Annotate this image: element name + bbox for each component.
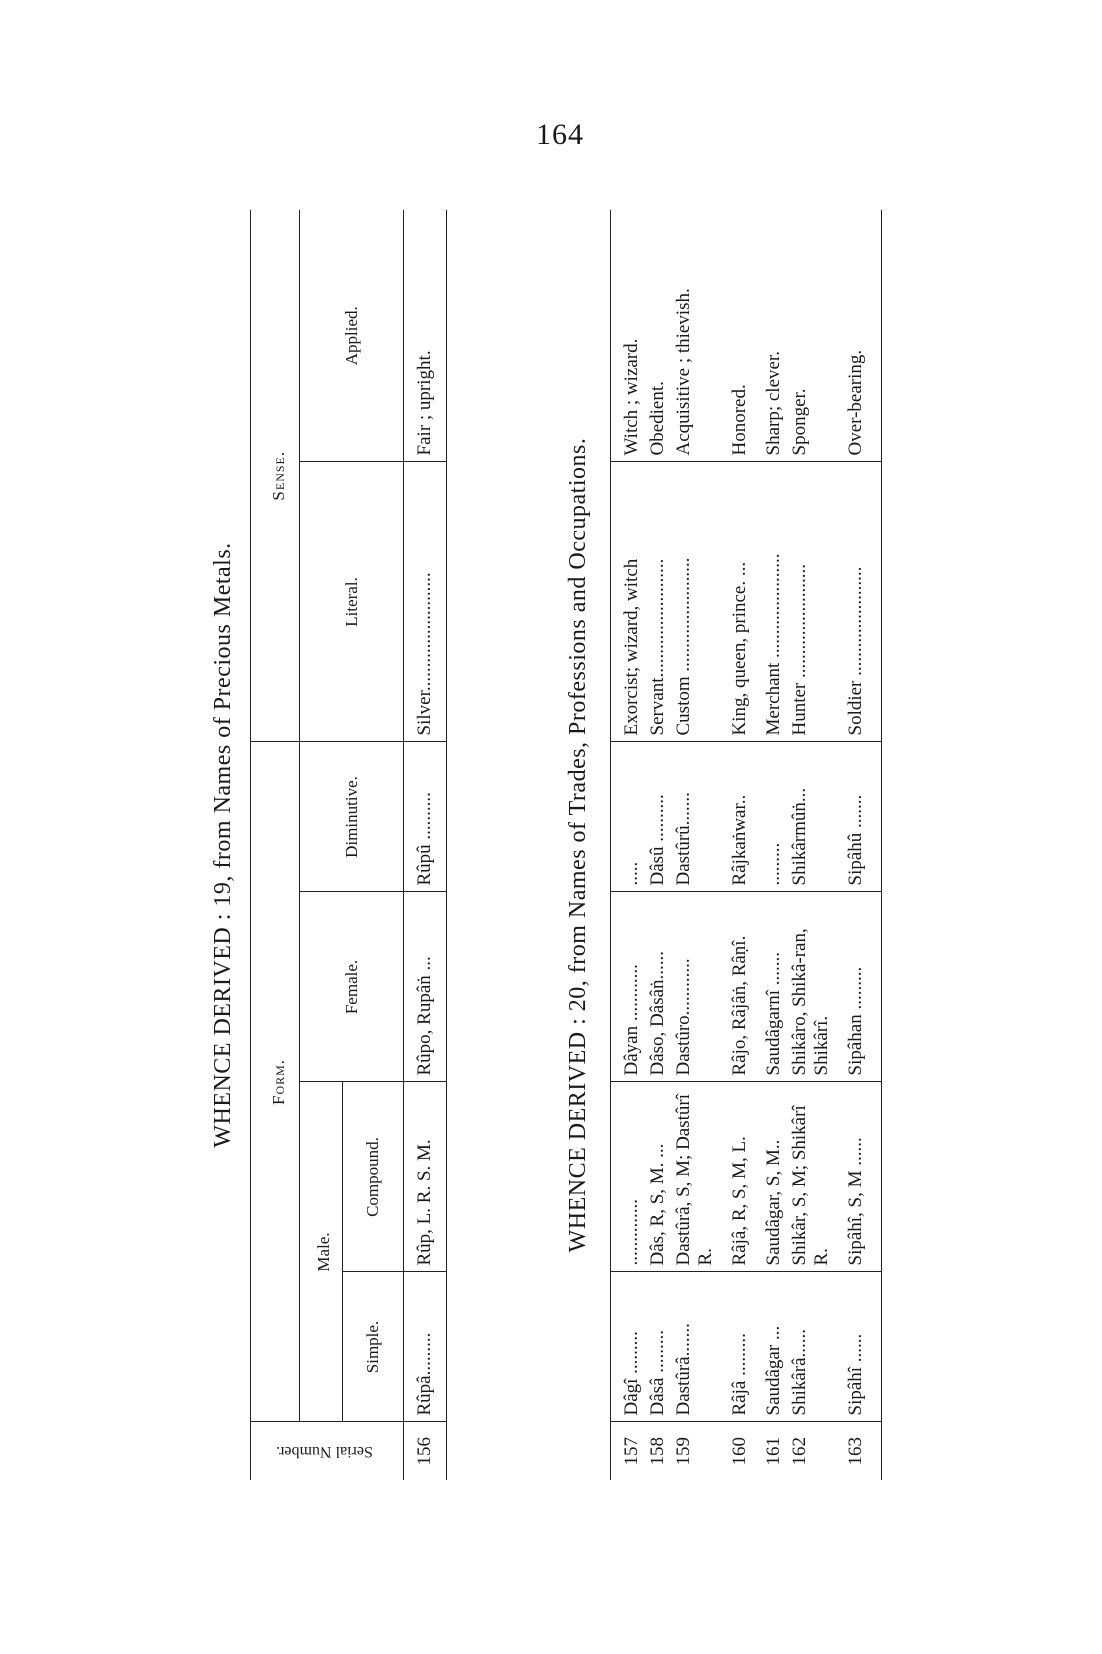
diminutive-cell: Râjkaṅwar.. xyxy=(719,742,753,892)
compound-cell: Râjâ, R, S, M, L. xyxy=(719,1082,753,1272)
form-header: Form. xyxy=(251,742,300,1422)
simple-cell: Saudâgar ... xyxy=(753,1272,787,1422)
female-cell: Dastûro............ xyxy=(671,892,719,1082)
literal-cell: Soldier ....................... xyxy=(835,462,882,742)
diminutive-header: Diminutive. xyxy=(300,742,404,892)
female-cell: Shikâro, Shikâ-ran, Shikârî. xyxy=(787,892,835,1082)
rotated-page-content xyxy=(200,210,960,1480)
diminutive-cell: ..... xyxy=(611,742,646,892)
diminutive-cell: Dastûrû....... xyxy=(671,742,719,892)
female-cell: Sipâhan ......... xyxy=(835,892,882,1082)
compound-cell: .............. xyxy=(611,1082,646,1272)
female-header: Female. xyxy=(300,892,404,1082)
serial-cell: 160 xyxy=(729,1437,750,1466)
serial-number-header: Serial Number. xyxy=(251,1422,404,1480)
female-cell: Saudâgarnî ....... xyxy=(753,892,787,1082)
male-header: Male. xyxy=(300,1082,343,1422)
simple-cell: Râjâ ......... xyxy=(719,1272,753,1422)
table-row xyxy=(404,210,447,1480)
simple-cell: Dâgî ......... xyxy=(611,1272,646,1422)
diminutive-cell: Rûpû .......... xyxy=(404,742,447,892)
table-row xyxy=(835,210,882,1480)
applied-cell: Acquisitive ; thievish. xyxy=(671,210,719,462)
literal-cell: Servant......................... xyxy=(645,462,671,742)
applied-cell: Fair ; upright. xyxy=(404,210,447,462)
literal-cell: King, queen, prince. ... xyxy=(719,462,753,742)
literal-cell: Hunter ........................ xyxy=(787,462,835,742)
simple-cell: Shikârâ...... xyxy=(787,1272,835,1422)
female-cell: Dâyan ............ xyxy=(611,892,646,1082)
diminutive-cell: ......... xyxy=(753,742,787,892)
compound-cell: Dastûrâ, S, M; Dastûrî R. xyxy=(671,1082,719,1272)
compound-cell: Dâs, R, S, M. ... xyxy=(645,1082,671,1272)
compound-cell: Rûp, L. R. S. M. xyxy=(404,1082,447,1272)
literal-header: Literal. xyxy=(300,462,404,742)
sense-header: Sense. xyxy=(251,210,300,742)
compound-cell: Sipâhî, S, M ...... xyxy=(835,1082,882,1272)
serial-cell: 158 xyxy=(647,1437,668,1466)
section1-title: WHENCE DERIVED : 19, from Names of Precious Metals. xyxy=(210,542,236,1148)
literal-cell: Merchant ...................... xyxy=(753,462,787,742)
table-row xyxy=(671,210,719,1480)
female-cell: Dâso, Dâsâṅ...... xyxy=(645,892,671,1082)
compound-header: Compound. xyxy=(343,1082,404,1272)
table-row xyxy=(645,210,671,1480)
section2-table xyxy=(610,210,882,1480)
simple-cell: Dâsâ ......... xyxy=(645,1272,671,1422)
compound-cell: Saudâgar, S, M.. xyxy=(753,1082,787,1272)
serial-cell: 161 xyxy=(763,1437,784,1466)
applied-cell: Witch ; wizard. xyxy=(611,210,646,462)
simple-cell: Rûpâ......... xyxy=(404,1272,447,1422)
serial-cell: 159 xyxy=(673,1437,694,1466)
literal-cell: Exorcist; wizard, witch xyxy=(611,462,646,742)
applied-cell: Over-bearing. xyxy=(835,210,882,462)
table-row xyxy=(611,210,646,1480)
literal-cell: Custom ........................ xyxy=(671,462,719,742)
diminutive-cell: Sipâhû ....... xyxy=(835,742,882,892)
applied-header: Applied. xyxy=(300,210,404,462)
applied-cell: Sponger. xyxy=(787,210,835,462)
table-row xyxy=(787,210,835,1480)
serial-cell: 162 xyxy=(789,1437,810,1466)
section2-title: WHENCE DERIVED : 20, from Names of Trades, Professions and Occupations. xyxy=(565,437,591,1253)
compound-cell: Shikâr, S, M; Shikârî R. xyxy=(787,1082,835,1272)
page-number: 164 xyxy=(536,118,584,151)
table-row xyxy=(753,210,787,1480)
literal-cell: Silver......................... xyxy=(404,462,447,742)
serial-cell: 156 xyxy=(414,1437,435,1466)
applied-cell: Sharp; clever. xyxy=(753,210,787,462)
female-cell: Rûpo, Rupâṅ ... xyxy=(404,892,447,1082)
diminutive-cell: Shikârmûṅ... xyxy=(787,742,835,892)
applied-cell: Honored. xyxy=(719,210,753,462)
female-cell: Râjo, Râjâṅ, Râṇî. xyxy=(719,892,753,1082)
diminutive-cell: Dâsû .......... xyxy=(645,742,671,892)
serial-cell: 163 xyxy=(845,1437,866,1466)
serial-cell: 157 xyxy=(621,1437,642,1466)
simple-header: Simple. xyxy=(343,1272,404,1422)
simple-cell: Sipâhî ...... xyxy=(835,1272,882,1422)
applied-cell: Obedient. xyxy=(645,210,671,462)
table-row xyxy=(719,210,753,1480)
section1-table xyxy=(250,210,447,1480)
simple-cell: Dastûrâ....... xyxy=(671,1272,719,1422)
